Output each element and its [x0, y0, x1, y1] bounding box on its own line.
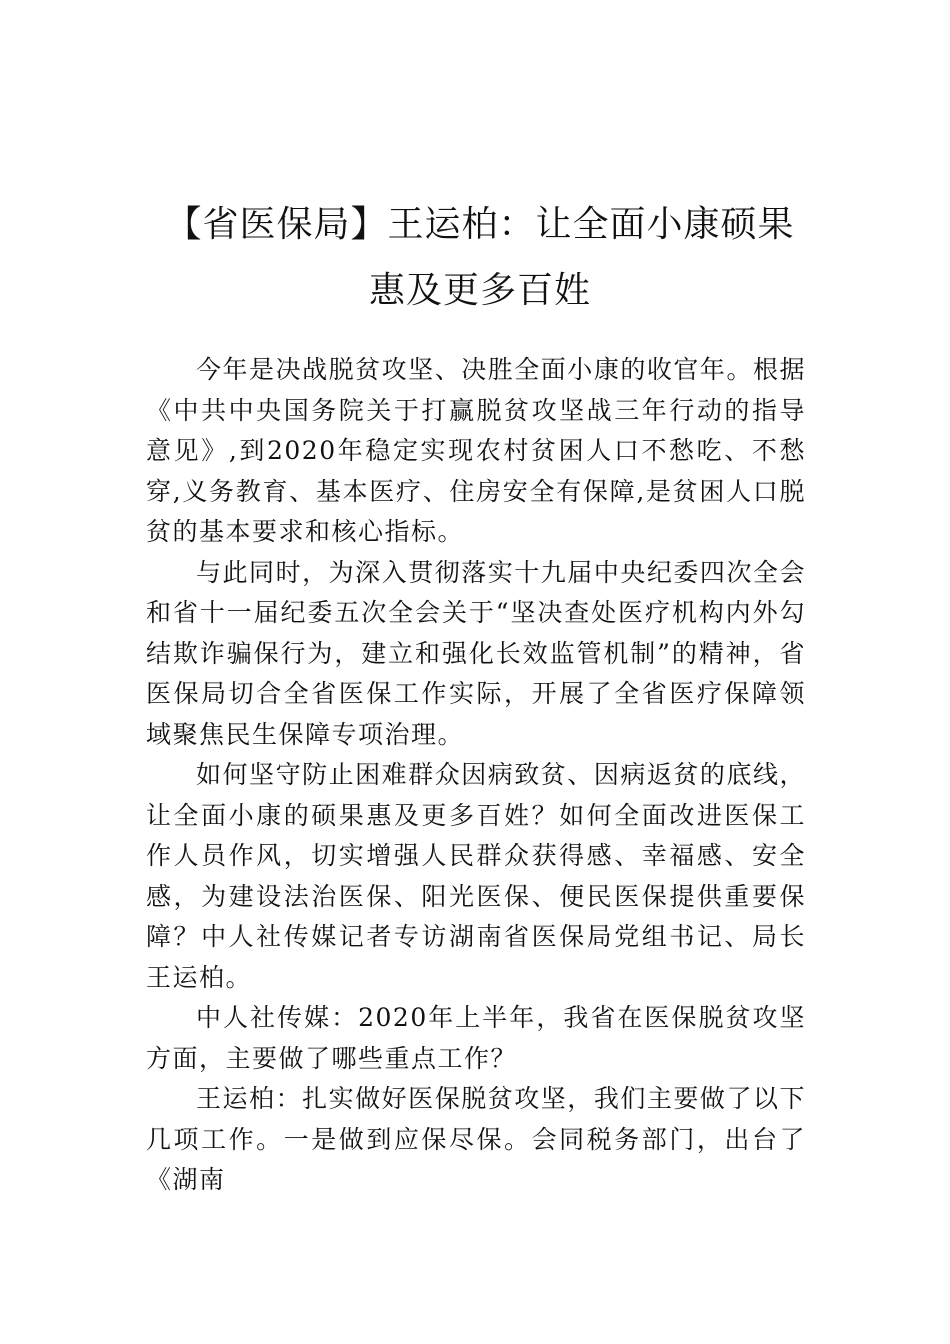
paragraph-background: 与此同时，为深入贯彻落实十九届中央纪委四次全会和省十一届纪委五次全会关于“坚决查处医疗机构内外勾结欺诈骗保行为，建立和强化长效监管机制”的精神，省医保局切合全省医保工作实际，开展了全省医疗保障领域聚焦民生保障专项治理。	[146, 557, 806, 749]
paragraph-interview-question: 中人社传媒：2020年上半年，我省在医保脱贫攻坚方面，主要做了哪些重点工作？	[146, 1003, 806, 1073]
document-title: 【省医保局】王运柏：让全面小康硕果惠及更多百姓	[165, 204, 795, 311]
paragraph-interview-answer: 王运柏：扎实做好医保脱贫攻坚，我们主要做了以下几项工作。一是做到应保尽保。会同税务部门，出台了《湖南	[146, 1084, 806, 1194]
document-body	[146, 350, 806, 1201]
paragraph-questions: 如何坚守防止困难群众因病致贫、因病返贫的底线，让全面小康的硕果惠及更多百姓？如何全面改进医保工作人员作风，切实增强人民群众获得感、幸福感、安全感，为建设法治医保、阳光医保、便民医保提供重要保障？中人社传媒记者专访湖南省医保局党组书记、局长王运柏。	[146, 760, 806, 992]
paragraph-intro: 今年是决战脱贫攻坚、决胜全面小康的收官年。根据《中共中央国务院关于打赢脱贫攻坚战三年行动的指导意见》,到2020年稳定实现农村贫困人口不愁吃、不愁穿,义务教育、基本医疗、住房安全有保障,是贫困人口脱贫的基本要求和核心指标。	[146, 355, 806, 546]
